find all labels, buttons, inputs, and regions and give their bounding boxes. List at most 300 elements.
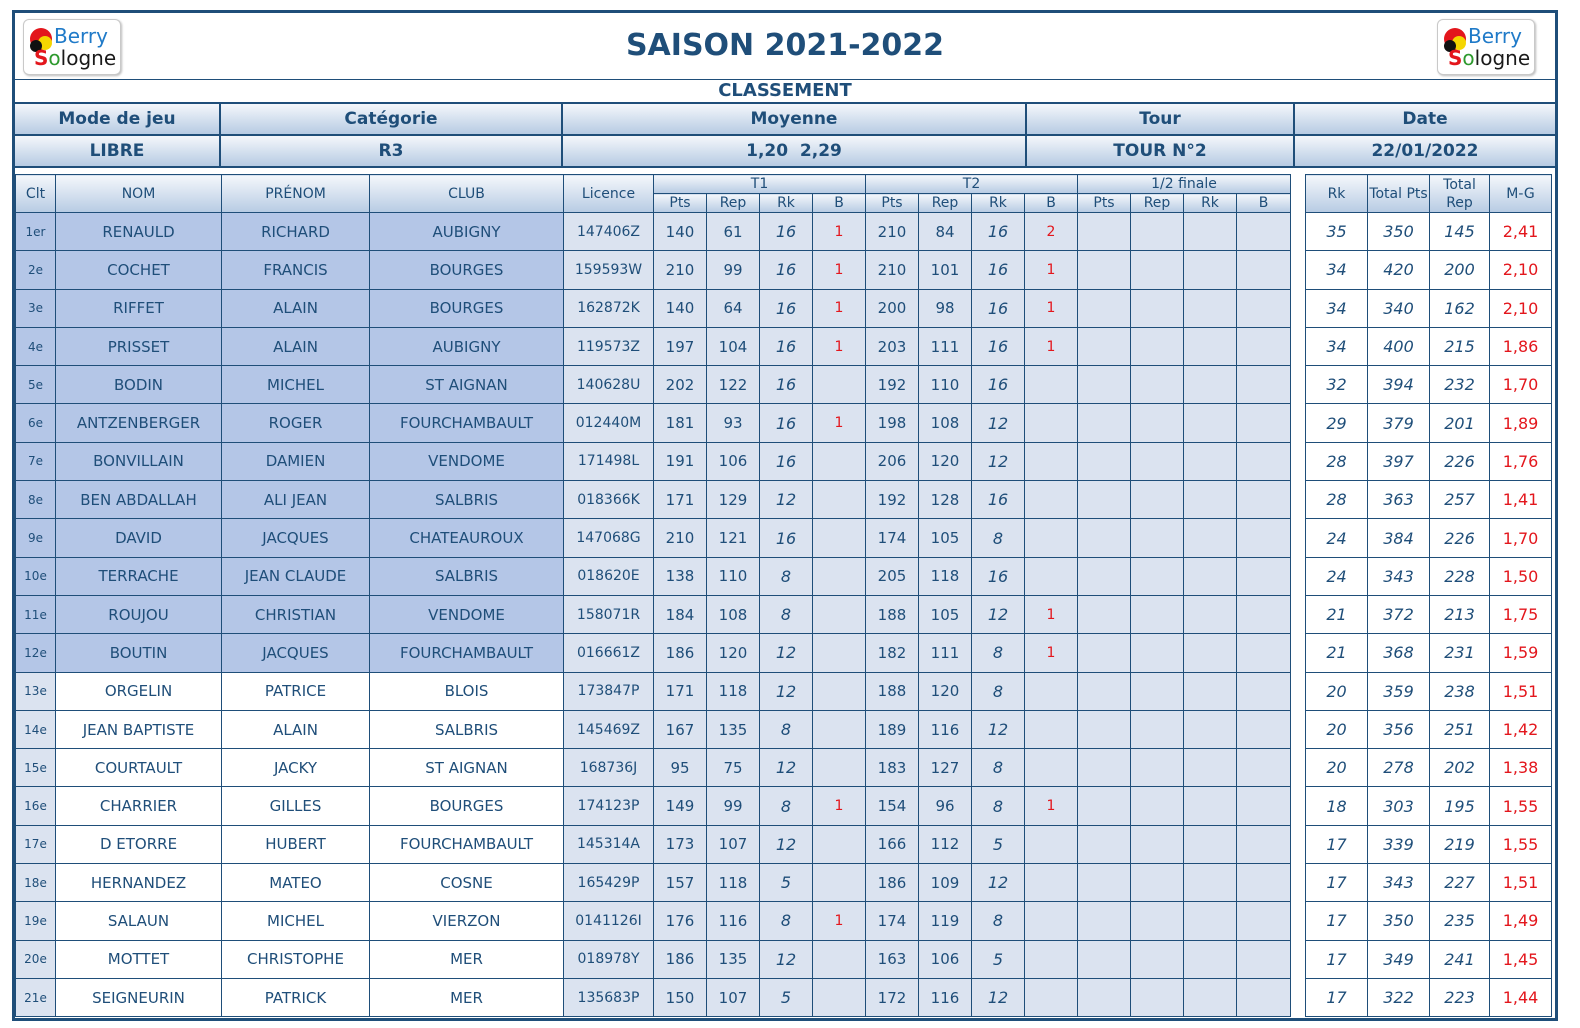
- meta-value-date: 22/01/2022: [1295, 136, 1555, 166]
- cell-mg: 1,45: [1490, 940, 1552, 978]
- cell-demi-rep: [1131, 442, 1184, 480]
- cell-clt: 4e: [16, 327, 56, 365]
- table-row: [16, 442, 1552, 480]
- cell-t2-b: [1025, 672, 1078, 710]
- cell-demi-pts: [1078, 978, 1131, 1016]
- cell-demi-rk: [1184, 864, 1237, 902]
- cell-demi-b: [1237, 940, 1291, 978]
- cell-t2-rep: 96: [919, 787, 972, 825]
- cell-t2-rep: 108: [919, 404, 972, 442]
- cell-t1-pts: 197: [654, 327, 707, 365]
- cell-gap: [1291, 902, 1306, 940]
- cell-t2-rep: 120: [919, 672, 972, 710]
- cell-prenom: RICHARD: [222, 213, 370, 251]
- cell-t1-pts: 95: [654, 749, 707, 787]
- cell-t2-rk: 12: [972, 404, 1025, 442]
- cell-gap: [1291, 213, 1306, 251]
- cell-rk: 28: [1306, 481, 1368, 519]
- cell-gap: [1291, 710, 1306, 748]
- cell-licence: 168736J: [564, 749, 654, 787]
- cell-demi-rk: [1184, 251, 1237, 289]
- cell-t2-b: [1025, 710, 1078, 748]
- cell-t2-rep: 105: [919, 595, 972, 633]
- cell-demi-rk: [1184, 366, 1237, 404]
- cell-demi-b: [1237, 902, 1291, 940]
- cell-demi-pts: [1078, 940, 1131, 978]
- table-row: [16, 787, 1552, 825]
- cell-t2-rk: 8: [972, 634, 1025, 672]
- cell-demi-b: [1237, 557, 1291, 595]
- cell-t2-rk: 5: [972, 940, 1025, 978]
- cell-prenom: ALI JEAN: [222, 481, 370, 519]
- cell-total-pts: 372: [1368, 595, 1430, 633]
- cell-gap: [1291, 327, 1306, 365]
- cell-rk: 17: [1306, 825, 1368, 863]
- cell-mg: 1,38: [1490, 749, 1552, 787]
- cell-demi-rep: [1131, 940, 1184, 978]
- cell-demi-pts: [1078, 787, 1131, 825]
- cell-t1-rep: 106: [707, 442, 760, 480]
- cell-t2-rep: 106: [919, 940, 972, 978]
- cell-demi-rep: [1131, 710, 1184, 748]
- cell-mg: 1,89: [1490, 404, 1552, 442]
- cell-t1-pts: 181: [654, 404, 707, 442]
- cell-demi-pts: [1078, 213, 1131, 251]
- cell-total-rep: 145: [1430, 213, 1490, 251]
- cell-demi-rk: [1184, 825, 1237, 863]
- table-row: [16, 634, 1552, 672]
- cell-demi-b: [1237, 213, 1291, 251]
- table-row: [16, 940, 1552, 978]
- col-nom: NOM: [56, 175, 222, 213]
- cell-demi-rk: [1184, 289, 1237, 327]
- cell-demi-pts: [1078, 442, 1131, 480]
- cell-t1-rep: 129: [707, 481, 760, 519]
- cell-t1-rep: 110: [707, 557, 760, 595]
- cell-total-pts: 350: [1368, 213, 1430, 251]
- cell-t2-b: [1025, 749, 1078, 787]
- cell-t2-rep: 116: [919, 710, 972, 748]
- cell-demi-rep: [1131, 595, 1184, 633]
- cell-mg: 2,41: [1490, 213, 1552, 251]
- cell-demi-b: [1237, 634, 1291, 672]
- cell-club: MER: [370, 940, 564, 978]
- cell-rk: 20: [1306, 749, 1368, 787]
- cell-clt: 17e: [16, 825, 56, 863]
- cell-total-rep: 219: [1430, 825, 1490, 863]
- cell-total-rep: 202: [1430, 749, 1490, 787]
- cell-t1-rep: 107: [707, 978, 760, 1016]
- cell-total-rep: 226: [1430, 442, 1490, 480]
- logo-word-sologne: Sologne: [34, 46, 117, 70]
- cell-clt: 5e: [16, 366, 56, 404]
- cell-gap: [1291, 251, 1306, 289]
- cell-total-pts: 420: [1368, 251, 1430, 289]
- logo-word-berry: Berry: [1468, 24, 1522, 48]
- cell-t1-b: 1: [813, 902, 866, 940]
- cell-nom: BEN ABDALLAH: [56, 481, 222, 519]
- cell-t2-b: 1: [1025, 289, 1078, 327]
- cell-t1-b: [813, 940, 866, 978]
- table-row: [16, 519, 1552, 557]
- cell-demi-pts: [1078, 634, 1131, 672]
- cell-mg: 1,50: [1490, 557, 1552, 595]
- cell-mg: 1,44: [1490, 978, 1552, 1016]
- cell-t2-rep: 116: [919, 978, 972, 1016]
- col-t1-rep: Rep: [707, 194, 760, 213]
- cell-demi-rk: [1184, 710, 1237, 748]
- cell-demi-rep: [1131, 825, 1184, 863]
- cell-demi-rep: [1131, 289, 1184, 327]
- cell-t1-pts: 210: [654, 519, 707, 557]
- cell-t2-pts: 183: [866, 749, 919, 787]
- cell-rk: 17: [1306, 940, 1368, 978]
- cell-t1-pts: 149: [654, 787, 707, 825]
- cell-t1-rk: 5: [760, 978, 813, 1016]
- cell-t2-pts: 163: [866, 940, 919, 978]
- cell-t1-pts: 202: [654, 366, 707, 404]
- cell-nom: DAVID: [56, 519, 222, 557]
- cell-nom: TERRACHE: [56, 557, 222, 595]
- cell-t2-pts: 166: [866, 825, 919, 863]
- cell-nom: BONVILLAIN: [56, 442, 222, 480]
- cell-prenom: FRANCIS: [222, 251, 370, 289]
- cell-mg: 1,70: [1490, 366, 1552, 404]
- cell-t2-pts: 203: [866, 327, 919, 365]
- cell-t1-b: [813, 710, 866, 748]
- cell-t2-pts: 172: [866, 978, 919, 1016]
- cell-demi-b: [1237, 442, 1291, 480]
- meta-label-categorie: Catégorie: [221, 104, 563, 134]
- cell-t1-b: [813, 557, 866, 595]
- cell-rk: 21: [1306, 634, 1368, 672]
- cell-t1-b: 1: [813, 213, 866, 251]
- cell-licence: 018978Y: [564, 940, 654, 978]
- cell-clt: 11e: [16, 595, 56, 633]
- cell-t1-b: 1: [813, 404, 866, 442]
- cell-prenom: GILLES: [222, 787, 370, 825]
- cell-t1-pts: 184: [654, 595, 707, 633]
- cell-demi-b: [1237, 289, 1291, 327]
- cell-total-pts: 350: [1368, 902, 1430, 940]
- table-row: [16, 825, 1552, 863]
- cell-nom: BOUTIN: [56, 634, 222, 672]
- cell-licence: 119573Z: [564, 327, 654, 365]
- cell-t1-rep: 75: [707, 749, 760, 787]
- cell-demi-b: [1237, 749, 1291, 787]
- cell-demi-rep: [1131, 787, 1184, 825]
- cell-club: VENDOME: [370, 595, 564, 633]
- cell-club: ST AIGNAN: [370, 749, 564, 787]
- cell-t2-rep: 118: [919, 557, 972, 595]
- cell-t1-rep: 120: [707, 634, 760, 672]
- cell-gap: [1291, 825, 1306, 863]
- cell-rk: 17: [1306, 902, 1368, 940]
- cell-demi-rk: [1184, 672, 1237, 710]
- cell-total-pts: 343: [1368, 864, 1430, 902]
- cell-t1-rk: 16: [760, 366, 813, 404]
- cell-t2-b: [1025, 864, 1078, 902]
- cell-demi-rep: [1131, 366, 1184, 404]
- cell-t2-pts: 182: [866, 634, 919, 672]
- cell-club: BOURGES: [370, 251, 564, 289]
- cell-t1-rk: 16: [760, 519, 813, 557]
- cell-t2-rep: 109: [919, 864, 972, 902]
- col-rk: Rk: [1306, 175, 1368, 213]
- cell-t1-rk: 16: [760, 442, 813, 480]
- cell-t2-rk: 12: [972, 978, 1025, 1016]
- cell-total-rep: 200: [1430, 251, 1490, 289]
- cell-mg: 1,76: [1490, 442, 1552, 480]
- cell-mg: 1,70: [1490, 519, 1552, 557]
- cell-t1-pts: 191: [654, 442, 707, 480]
- cell-total-pts: 322: [1368, 978, 1430, 1016]
- cell-gap: [1291, 787, 1306, 825]
- cell-t2-rk: 8: [972, 672, 1025, 710]
- cell-nom: ORGELIN: [56, 672, 222, 710]
- cell-t2-b: 1: [1025, 327, 1078, 365]
- cell-t1-b: [813, 864, 866, 902]
- cell-total-rep: 241: [1430, 940, 1490, 978]
- cell-clt: 12e: [16, 634, 56, 672]
- cell-t2-pts: 198: [866, 404, 919, 442]
- cell-t1-rep: 61: [707, 213, 760, 251]
- cell-nom: HERNANDEZ: [56, 864, 222, 902]
- cell-clt: 10e: [16, 557, 56, 595]
- cell-clt: 3e: [16, 289, 56, 327]
- cell-t2-rk: 12: [972, 864, 1025, 902]
- table-row: [16, 289, 1552, 327]
- col-club: CLUB: [370, 175, 564, 213]
- cell-t2-rep: 105: [919, 519, 972, 557]
- col-t2-rk: Rk: [972, 194, 1025, 213]
- cell-total-rep: 238: [1430, 672, 1490, 710]
- cell-prenom: ALAIN: [222, 710, 370, 748]
- cell-t1-rep: 99: [707, 787, 760, 825]
- cell-t2-b: 1: [1025, 595, 1078, 633]
- cell-t2-rep: 128: [919, 481, 972, 519]
- cell-mg: 1,41: [1490, 481, 1552, 519]
- cell-prenom: ROGER: [222, 404, 370, 442]
- cell-prenom: ALAIN: [222, 289, 370, 327]
- cell-t1-rk: 16: [760, 289, 813, 327]
- cell-gap: [1291, 366, 1306, 404]
- cell-licence: 171498L: [564, 442, 654, 480]
- cell-licence: 162872K: [564, 289, 654, 327]
- cell-licence: 135683P: [564, 978, 654, 1016]
- cell-t2-rk: 8: [972, 787, 1025, 825]
- cell-t2-b: [1025, 519, 1078, 557]
- cell-gap: [1291, 404, 1306, 442]
- cell-total-pts: 340: [1368, 289, 1430, 327]
- cell-total-pts: 363: [1368, 481, 1430, 519]
- cell-clt: 9e: [16, 519, 56, 557]
- cell-t1-b: 1: [813, 787, 866, 825]
- cell-demi-b: [1237, 672, 1291, 710]
- cell-demi-rk: [1184, 940, 1237, 978]
- berry-sologne-logo-right: [1437, 19, 1535, 75]
- cell-t2-pts: 154: [866, 787, 919, 825]
- cell-clt: 6e: [16, 404, 56, 442]
- cell-club: FOURCHAMBAULT: [370, 634, 564, 672]
- cell-licence: 173847P: [564, 672, 654, 710]
- cell-clt: 15e: [16, 749, 56, 787]
- cell-t1-pts: 186: [654, 940, 707, 978]
- cell-t2-b: [1025, 404, 1078, 442]
- cell-demi-rep: [1131, 978, 1184, 1016]
- cell-club: SALBRIS: [370, 710, 564, 748]
- cell-total-rep: 195: [1430, 787, 1490, 825]
- cell-gap: [1291, 978, 1306, 1016]
- cell-gap: [1291, 442, 1306, 480]
- cell-t2-pts: 210: [866, 213, 919, 251]
- cell-total-rep: 257: [1430, 481, 1490, 519]
- cell-t2-pts: 206: [866, 442, 919, 480]
- cell-t2-pts: 210: [866, 251, 919, 289]
- cell-t2-rep: 101: [919, 251, 972, 289]
- cell-gap: [1291, 940, 1306, 978]
- cell-t1-b: 1: [813, 289, 866, 327]
- cell-t1-rk: 12: [760, 672, 813, 710]
- cell-t2-b: [1025, 366, 1078, 404]
- cell-total-pts: 343: [1368, 557, 1430, 595]
- cell-t2-rep: 119: [919, 902, 972, 940]
- cell-gap: [1291, 749, 1306, 787]
- cell-clt: 21e: [16, 978, 56, 1016]
- cell-demi-rep: [1131, 327, 1184, 365]
- meta-label-moyenne: Moyenne: [563, 104, 1027, 134]
- cell-demi-b: [1237, 864, 1291, 902]
- cell-demi-rep: [1131, 519, 1184, 557]
- cell-t2-b: [1025, 825, 1078, 863]
- cell-t2-rk: 8: [972, 749, 1025, 787]
- cell-t2-b: 1: [1025, 634, 1078, 672]
- cell-demi-pts: [1078, 519, 1131, 557]
- cell-nom: ANTZENBERGER: [56, 404, 222, 442]
- cell-t2-b: [1025, 557, 1078, 595]
- cell-t1-rep: 118: [707, 864, 760, 902]
- cell-demi-pts: [1078, 251, 1131, 289]
- cell-total-rep: 231: [1430, 634, 1490, 672]
- cell-club: VENDOME: [370, 442, 564, 480]
- cell-t1-b: 1: [813, 327, 866, 365]
- col-t2-pts: Pts: [866, 194, 919, 213]
- cell-rk: 24: [1306, 519, 1368, 557]
- cell-t2-pts: 192: [866, 481, 919, 519]
- cell-licence: 0141126I: [564, 902, 654, 940]
- cell-nom: RIFFET: [56, 289, 222, 327]
- cell-prenom: CHRISTOPHE: [222, 940, 370, 978]
- cell-total-rep: 227: [1430, 864, 1490, 902]
- cell-t2-rk: 16: [972, 481, 1025, 519]
- cell-total-pts: 379: [1368, 404, 1430, 442]
- cell-gap: [1291, 864, 1306, 902]
- cell-t1-pts: 171: [654, 481, 707, 519]
- table-row: [16, 557, 1552, 595]
- cell-total-rep: 226: [1430, 519, 1490, 557]
- cell-t1-rep: 104: [707, 327, 760, 365]
- meta-value-moyenne: 1,20 2,29: [563, 136, 1027, 166]
- cell-demi-rk: [1184, 634, 1237, 672]
- cell-t1-pts: 173: [654, 825, 707, 863]
- cell-rk: 35: [1306, 213, 1368, 251]
- cell-licence: 158071R: [564, 595, 654, 633]
- cell-prenom: JEAN CLAUDE: [222, 557, 370, 595]
- cell-demi-rep: [1131, 404, 1184, 442]
- cell-nom: MOTTET: [56, 940, 222, 978]
- cell-t1-rk: 8: [760, 787, 813, 825]
- cell-demi-rep: [1131, 251, 1184, 289]
- cell-rk: 17: [1306, 978, 1368, 1016]
- cell-demi-pts: [1078, 672, 1131, 710]
- cell-clt: 8e: [16, 481, 56, 519]
- cell-demi-pts: [1078, 327, 1131, 365]
- cell-rk: 17: [1306, 864, 1368, 902]
- cell-t2-rk: 16: [972, 251, 1025, 289]
- cell-club: AUBIGNY: [370, 327, 564, 365]
- cell-total-pts: 303: [1368, 787, 1430, 825]
- cell-t2-pts: 192: [866, 366, 919, 404]
- cell-t1-pts: 210: [654, 251, 707, 289]
- cell-t2-b: [1025, 902, 1078, 940]
- cell-t2-rk: 16: [972, 366, 1025, 404]
- cell-licence: 165429P: [564, 864, 654, 902]
- cell-demi-pts: [1078, 481, 1131, 519]
- cell-prenom: JACQUES: [222, 634, 370, 672]
- cell-total-rep: 213: [1430, 595, 1490, 633]
- table-row: [16, 327, 1552, 365]
- cell-rk: 20: [1306, 672, 1368, 710]
- cell-t1-rk: 8: [760, 595, 813, 633]
- col-group-demi-finale: 1/2 finale: [1078, 175, 1291, 194]
- cell-mg: 1,49: [1490, 902, 1552, 940]
- cell-gap: [1291, 634, 1306, 672]
- cell-total-rep: 223: [1430, 978, 1490, 1016]
- col-prenom: PRÉNOM: [222, 175, 370, 213]
- logo-word-berry: Berry: [54, 24, 108, 48]
- cell-t1-rep: 99: [707, 251, 760, 289]
- cell-demi-b: [1237, 481, 1291, 519]
- cell-t2-rk: 12: [972, 442, 1025, 480]
- cell-clt: 7e: [16, 442, 56, 480]
- logo-word-sologne: Sologne: [1448, 46, 1531, 70]
- cell-demi-b: [1237, 787, 1291, 825]
- cell-club: AUBIGNY: [370, 213, 564, 251]
- cell-t1-rk: 16: [760, 213, 813, 251]
- table-row: [16, 481, 1552, 519]
- cell-t2-b: 1: [1025, 251, 1078, 289]
- cell-total-pts: 356: [1368, 710, 1430, 748]
- cell-total-pts: 278: [1368, 749, 1430, 787]
- cell-demi-rk: [1184, 519, 1237, 557]
- cell-licence: 145314A: [564, 825, 654, 863]
- cell-t1-rk: 8: [760, 557, 813, 595]
- cell-t1-rk: 8: [760, 902, 813, 940]
- col-mg: M-G: [1490, 175, 1552, 213]
- cell-mg: 1,86: [1490, 327, 1552, 365]
- col-total-pts: Total Pts: [1368, 175, 1430, 213]
- cell-t2-b: [1025, 940, 1078, 978]
- meta-value-categorie: R3: [221, 136, 563, 166]
- meta-values-row: [15, 136, 1555, 168]
- cell-demi-rep: [1131, 672, 1184, 710]
- cell-total-rep: 162: [1430, 289, 1490, 327]
- cell-total-rep: 215: [1430, 327, 1490, 365]
- cell-total-pts: 384: [1368, 519, 1430, 557]
- cell-t1-pts: 140: [654, 289, 707, 327]
- cell-t2-rep: 84: [919, 213, 972, 251]
- cell-t1-rep: 135: [707, 710, 760, 748]
